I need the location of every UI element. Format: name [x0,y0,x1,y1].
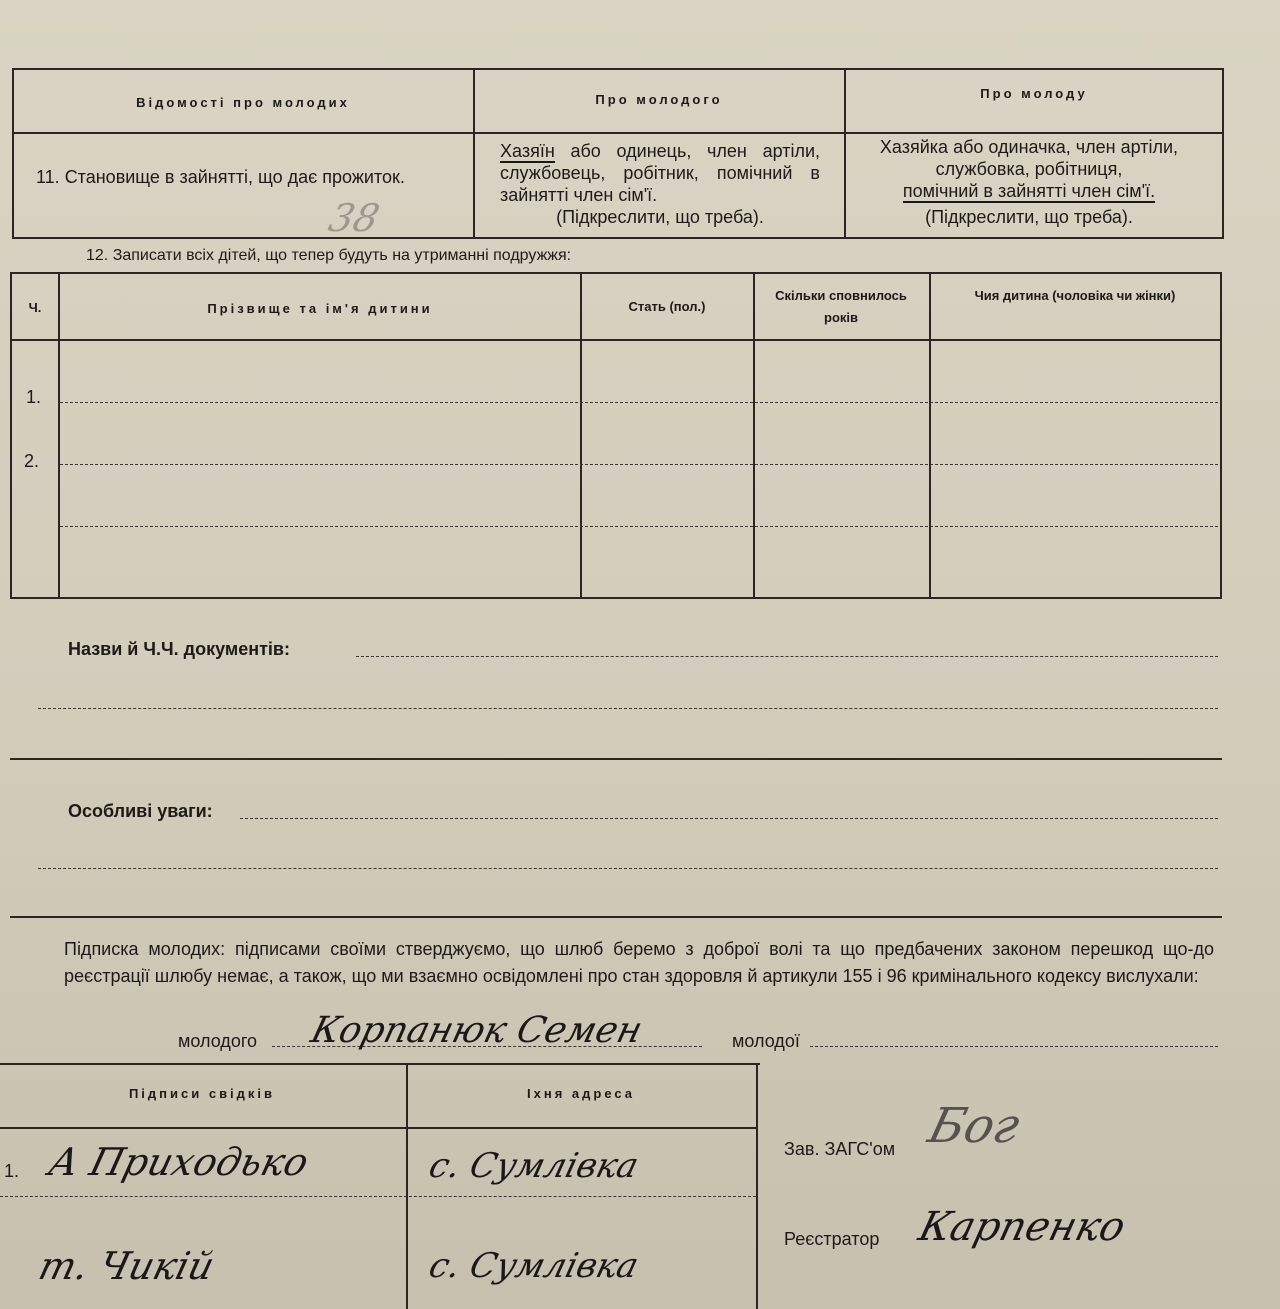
registrar-label: Реєстратор [784,1229,880,1249]
groom-signature: Корпанюк Семен [306,1010,647,1051]
witness-signature: А Приходько [44,1140,313,1184]
registry-head-signature: Бог [923,1098,1026,1154]
child-row-number: 2. [24,451,40,471]
col-age-label: Скільки сповнилось років [775,288,907,325]
marriage-declaration: Підписка молодих: підписами своїми стверджуємо, що шлюб беремо з доброї волі та що предбачених законом перешкод що-до реєстрації шлюбу немає, а також, що ми взаємно освідомлені про стан здоровля й артикули 155 і 96 кримінального кодексу вислухали: [64,939,1214,986]
witness-signatures-label: Підписи свідків [128,1086,276,1101]
remarks-label: Особливі уваги: [68,801,213,821]
col-number-label: Ч. [28,300,42,315]
stamp-number: 38 [324,196,384,240]
documents-label: Назви й Ч.Ч. документів: [68,639,290,659]
bride-signature-label: молодої [732,1031,800,1051]
groom-occupation-options: Хазяїн або одинець, член артіли, службовець, робітник, помічний в зайнятті член сім'ї. [500,141,820,205]
groom-selected-option: Хазяїн [500,141,555,161]
bride-underline-note: (Підкреслити, що треба). [925,207,1133,227]
header-info-label: Відомості про молодих [136,95,350,110]
bride-selected-option: помічний в зайнятті член сім'ї. [902,181,1156,201]
witness-row-number: 1. [4,1161,20,1181]
header-bride-label: Про молоду [980,86,1088,101]
groom-underline-note: (Підкреслити, що треба). [556,207,764,227]
witness-address: с. Сумлівка [425,1246,643,1286]
witness-address-label: Іхня адреса [527,1086,635,1101]
col-sex-label: Стать (пол.) [628,299,706,314]
bride-occupation-options: Хазяйка або одиначка, член артіли, службовка, робітниця, [879,137,1179,179]
occupation-row-label: 11. Становище в зайнятті, що дає прожиток. [36,167,405,187]
registrar-signature: Карпенко [914,1204,1130,1250]
witness-address: с. Сумлівка [425,1146,643,1186]
header-groom-label: Про молодого [595,92,723,107]
groom-signature-label: молодого [178,1031,258,1051]
col-child-name-label: Прізвище та ім'я дитини [207,301,433,316]
children-title: 12. Записати всіх дітей, що тепер будуть на утриманні подружжя: [86,247,572,264]
col-whose-label: Чия дитина (чоловіка чи жінки) [974,288,1176,303]
registry-head-label: Зав. ЗАГС'ом [784,1139,896,1159]
child-row-number: 1. [26,387,42,407]
witness-signature: т. Чикій [34,1244,219,1288]
